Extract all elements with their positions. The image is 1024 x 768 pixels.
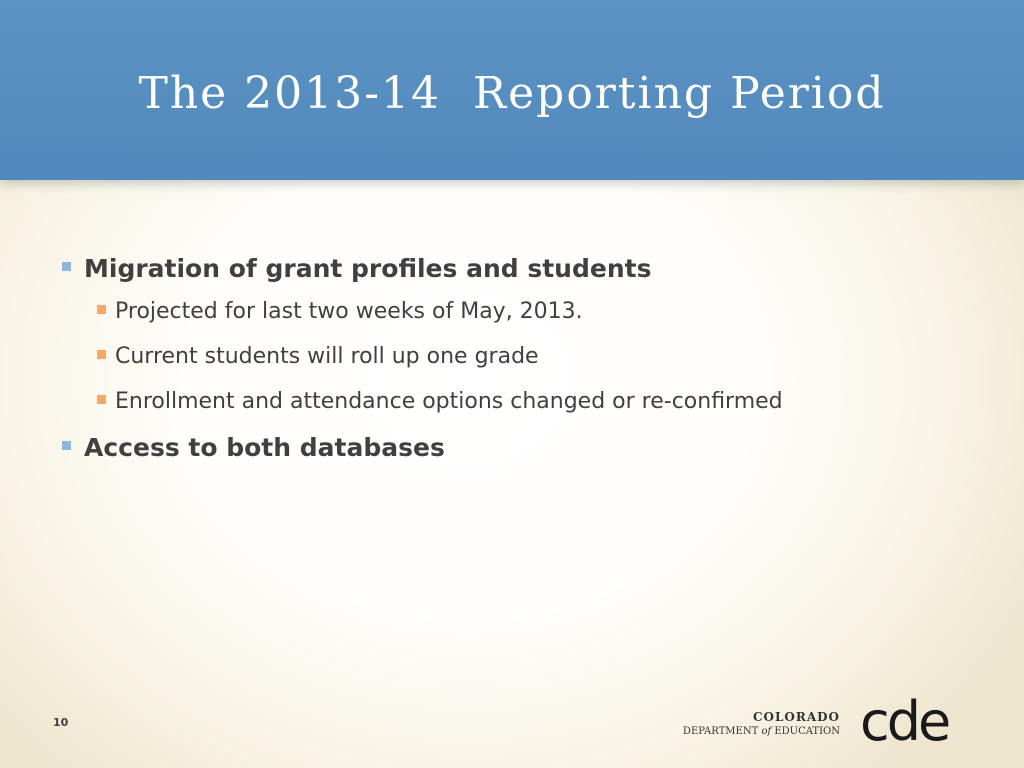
title-bar bbox=[0, 0, 1024, 180]
square-bullet-icon bbox=[97, 350, 106, 359]
cde-logo bbox=[682, 690, 990, 753]
sub-bullet-item bbox=[60, 337, 960, 382]
sub-bullet-text: Enrollment and attendance options changed or re-confirmed bbox=[115, 389, 783, 414]
bullet-text: Migration of grant profiles and students bbox=[84, 254, 652, 283]
cde-logo-mark: cde bbox=[860, 690, 949, 753]
bullet-list bbox=[60, 248, 960, 471]
bullet-item bbox=[60, 248, 960, 292]
square-bullet-icon bbox=[97, 395, 106, 404]
logo-dept-pre: DEPARTMENT bbox=[682, 726, 762, 737]
square-bullet-icon bbox=[97, 305, 106, 314]
bullet-text: Access to both databases bbox=[84, 433, 445, 462]
logo-dept-of: of bbox=[761, 726, 772, 737]
logo-department bbox=[683, 726, 840, 737]
sub-bullet-item bbox=[60, 382, 960, 427]
sub-bullet-text: Current students will roll up one grade bbox=[115, 344, 539, 369]
logo-colorado: COLORADO bbox=[752, 710, 840, 724]
square-bullet-icon bbox=[62, 441, 71, 450]
sub-bullet-item bbox=[60, 292, 960, 337]
bullet-item bbox=[60, 427, 960, 471]
logo-text bbox=[683, 710, 840, 737]
slide-title: The 2013-14 Reporting Period bbox=[138, 68, 886, 119]
square-bullet-icon bbox=[62, 262, 71, 271]
logo-dept-post: EDUCATION bbox=[771, 726, 840, 737]
sub-bullet-text: Projected for last two weeks of May, 2013. bbox=[115, 299, 583, 324]
slide-number: 10 bbox=[53, 716, 69, 729]
